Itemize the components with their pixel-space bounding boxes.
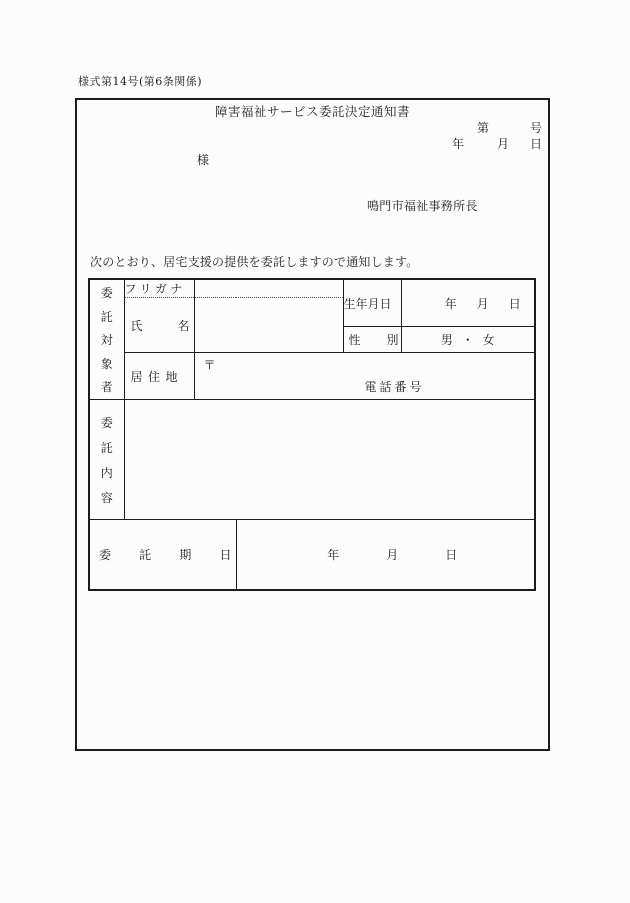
name-value-cell bbox=[194, 298, 343, 353]
birthdate-placeholder bbox=[402, 295, 535, 312]
gender-label-last-char: 別 bbox=[386, 333, 399, 347]
postal-mark: 〒 bbox=[203, 358, 216, 372]
recipient-table bbox=[88, 278, 536, 591]
issue-date-month-label: 月 bbox=[496, 137, 509, 151]
recipient-section-label-cell bbox=[89, 279, 124, 400]
birthdate-year-label: 年 bbox=[444, 296, 457, 311]
period-label-char4: 日 bbox=[219, 547, 232, 562]
document-number-line bbox=[77, 121, 548, 135]
recipient-vertical-label: 委 託 対 象 者 bbox=[100, 286, 113, 394]
gender-label-first-char: 性 bbox=[348, 333, 361, 347]
name-label-last-char: 名 bbox=[177, 318, 190, 333]
furigana-label-cell: フリガナ bbox=[124, 279, 194, 298]
doc-number-blank bbox=[489, 121, 530, 135]
issue-date-day-label: 日 bbox=[529, 137, 542, 151]
gender-value-cell: 男 ・ 女 bbox=[401, 327, 535, 353]
form-number-label: 様式第14号(第6条関係) bbox=[78, 75, 203, 88]
content-vertical-label: 委 託 内 容 bbox=[100, 415, 113, 506]
period-month-label: 月 bbox=[386, 547, 399, 562]
period-year-label: 年 bbox=[327, 547, 340, 562]
content-value-cell bbox=[124, 400, 535, 520]
residence-label-char1: 居 bbox=[130, 369, 143, 384]
residence-value-cell bbox=[194, 353, 535, 400]
period-label-char1: 委 bbox=[99, 547, 112, 562]
gender-label-cell bbox=[343, 327, 401, 353]
issue-date-line bbox=[77, 137, 548, 151]
issue-date-year-label: 年 bbox=[451, 137, 464, 151]
residence-label-char2: 住 bbox=[147, 369, 160, 384]
birthdate-label-cell: 生年月日 bbox=[343, 279, 401, 327]
birthdate-month-label: 月 bbox=[476, 296, 489, 311]
document-title: 障害福祉サービス委託決定通知書 bbox=[214, 104, 410, 119]
content-section-label-cell bbox=[89, 400, 124, 520]
period-value-cell bbox=[236, 520, 535, 590]
residence-label-cell bbox=[124, 353, 194, 400]
addressee-honorific: 様 bbox=[197, 153, 210, 167]
doc-number-suffix: 号 bbox=[529, 121, 542, 135]
period-date-placeholder bbox=[237, 546, 535, 563]
period-label-char2: 託 bbox=[139, 547, 152, 562]
name-label-first-char: 氏 bbox=[130, 318, 143, 333]
furigana-value-cell bbox=[194, 279, 343, 298]
period-label-cell bbox=[89, 520, 236, 590]
period-day-label: 日 bbox=[445, 547, 458, 562]
doc-number-prefix: 第 bbox=[476, 121, 489, 135]
period-label-char3: 期 bbox=[179, 547, 192, 562]
birthdate-value-cell bbox=[401, 279, 535, 327]
residence-label-char3: 地 bbox=[165, 369, 178, 384]
notice-sentence: 次のとおり、居宅支援の提供を委託しますので通知します。 bbox=[90, 255, 419, 269]
name-label-cell bbox=[124, 298, 194, 353]
form-border-box bbox=[75, 98, 550, 751]
phone-number-label: 電話番号 bbox=[364, 380, 425, 394]
issuer-title: 鳴門市福祉事務所長 bbox=[367, 199, 478, 213]
birthdate-day-label: 日 bbox=[508, 296, 521, 311]
